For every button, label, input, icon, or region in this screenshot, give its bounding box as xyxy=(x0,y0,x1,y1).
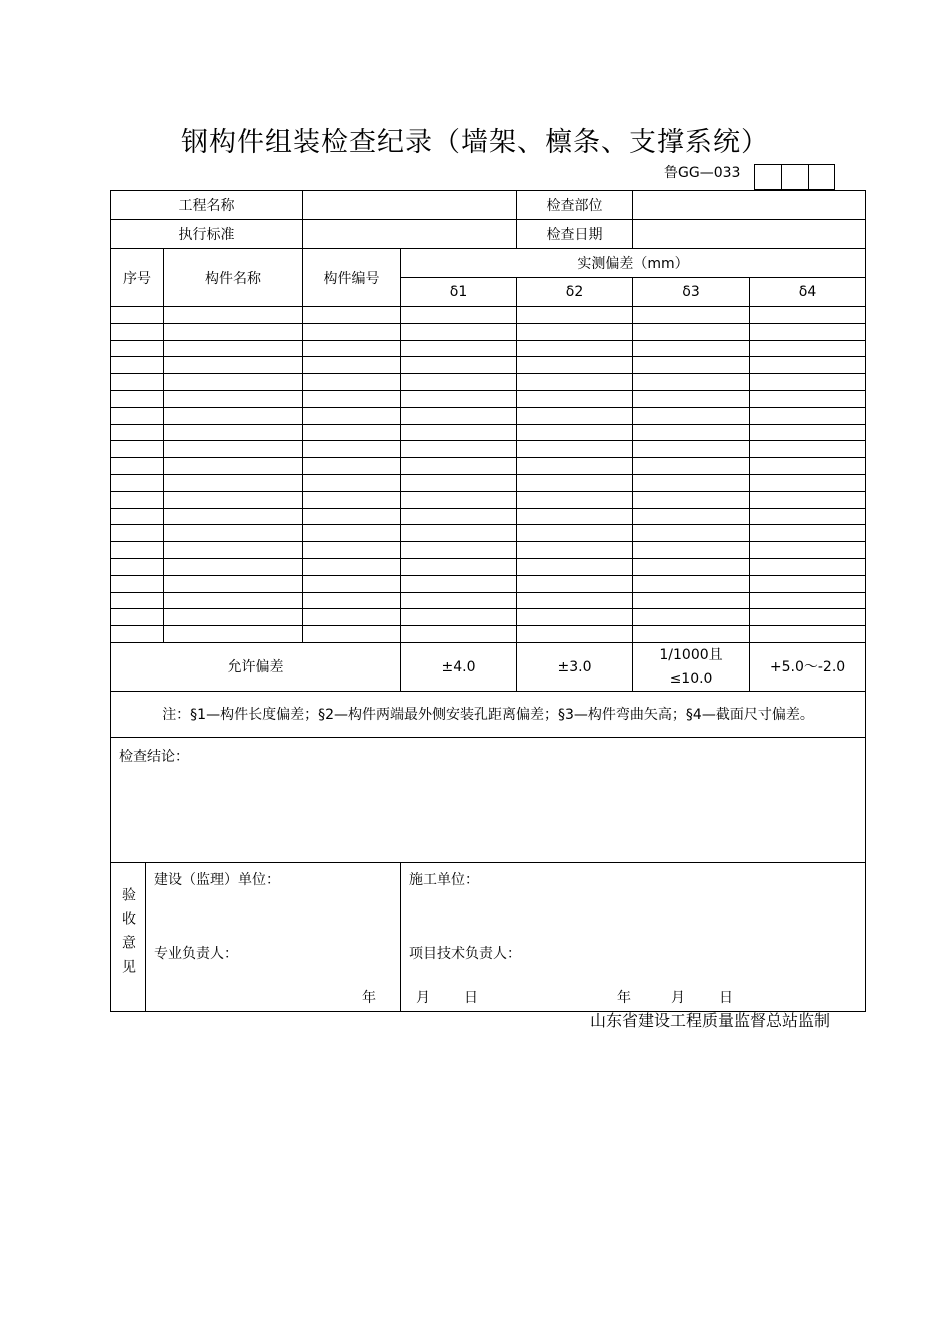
table-row xyxy=(111,458,866,475)
table-cell[interactable] xyxy=(633,609,750,626)
table-cell[interactable] xyxy=(750,458,866,475)
table-cell[interactable] xyxy=(401,374,517,391)
table-cell[interactable] xyxy=(401,390,517,407)
table-cell[interactable] xyxy=(633,374,750,391)
table-row xyxy=(111,424,866,441)
table-cell[interactable] xyxy=(401,525,517,542)
table-cell[interactable] xyxy=(517,307,633,324)
table-cell[interactable] xyxy=(633,357,750,374)
table-cell[interactable] xyxy=(401,542,517,559)
table-cell[interactable] xyxy=(164,491,303,508)
table-row xyxy=(111,558,866,575)
table-cell[interactable] xyxy=(750,407,866,424)
table-row xyxy=(111,474,866,491)
table-cell[interactable] xyxy=(303,407,401,424)
form-code: 鲁GG—033 xyxy=(664,165,741,181)
table-cell[interactable] xyxy=(303,558,401,575)
col-component-no: 构件编号 xyxy=(303,249,401,307)
table-cell[interactable] xyxy=(750,626,866,643)
table-cell[interactable] xyxy=(303,474,401,491)
table-cell[interactable] xyxy=(111,609,164,626)
table-cell[interactable] xyxy=(633,508,750,525)
table-cell[interactable] xyxy=(164,474,303,491)
table-cell[interactable] xyxy=(303,609,401,626)
project-name-field[interactable] xyxy=(303,191,517,220)
table-cell[interactable] xyxy=(303,357,401,374)
note-text: 注：§1—构件长度偏差；§2—构件两端最外侧安装孔距离偏差；§3—构件弯曲矢高；§4—截面尺寸偏差。 xyxy=(111,691,866,737)
table-cell[interactable] xyxy=(164,626,303,643)
table-cell[interactable] xyxy=(401,307,517,324)
table-cell[interactable] xyxy=(164,458,303,475)
table-row xyxy=(111,390,866,407)
table-cell[interactable] xyxy=(303,307,401,324)
table-cell[interactable] xyxy=(633,491,750,508)
table-cell[interactable] xyxy=(111,542,164,559)
table-cell[interactable] xyxy=(633,474,750,491)
table-cell[interactable] xyxy=(303,508,401,525)
table-cell[interactable] xyxy=(164,374,303,391)
table-cell[interactable] xyxy=(303,374,401,391)
standard-label: 执行标准 xyxy=(111,220,303,249)
table-cell[interactable] xyxy=(517,491,633,508)
tolerance-d3-line2: ≤10.0 xyxy=(669,670,713,687)
tolerance-d3 xyxy=(633,642,750,691)
table-cell[interactable] xyxy=(401,424,517,441)
table-cell[interactable] xyxy=(164,340,303,357)
acceptance-label-cell xyxy=(111,862,146,1011)
table-cell[interactable] xyxy=(401,323,517,340)
project-name-label: 工程名称 xyxy=(111,191,303,220)
code-boxes xyxy=(754,164,835,190)
table-cell[interactable] xyxy=(303,390,401,407)
form-title: 钢构件组装检查纪录（墙架、檩条、支撑系统） xyxy=(181,127,769,158)
table-cell[interactable] xyxy=(517,441,633,458)
table-cell[interactable] xyxy=(164,542,303,559)
table-row xyxy=(111,407,866,424)
table-cell[interactable] xyxy=(517,458,633,475)
table-cell[interactable] xyxy=(164,609,303,626)
table-cell[interactable] xyxy=(517,474,633,491)
table-cell[interactable] xyxy=(750,374,866,391)
day-label: 日 xyxy=(719,989,733,1006)
table-cell[interactable] xyxy=(111,575,164,592)
col-seq: 序号 xyxy=(111,249,164,307)
table-cell[interactable] xyxy=(517,323,633,340)
table-cell[interactable] xyxy=(303,542,401,559)
table-cell[interactable] xyxy=(401,609,517,626)
table-cell[interactable] xyxy=(164,508,303,525)
contractor-date xyxy=(617,987,733,1007)
footer-issuer: 山东省建设工程质量监督总站监制 xyxy=(590,1011,831,1030)
table-cell[interactable] xyxy=(633,323,750,340)
table-cell[interactable] xyxy=(164,390,303,407)
month-label: 月 xyxy=(416,989,430,1006)
table-cell[interactable] xyxy=(111,491,164,508)
table-cell[interactable] xyxy=(517,609,633,626)
table-cell[interactable] xyxy=(401,626,517,643)
table-cell[interactable] xyxy=(750,491,866,508)
table-cell[interactable] xyxy=(401,407,517,424)
table-cell[interactable] xyxy=(303,424,401,441)
table-cell[interactable] xyxy=(111,626,164,643)
table-cell[interactable] xyxy=(111,558,164,575)
table-cell[interactable] xyxy=(750,340,866,357)
table-cell[interactable] xyxy=(401,357,517,374)
table-cell[interactable] xyxy=(517,592,633,609)
table-cell[interactable] xyxy=(303,340,401,357)
table-cell[interactable] xyxy=(633,307,750,324)
table-cell[interactable] xyxy=(750,609,866,626)
col-component-name: 构件名称 xyxy=(164,249,303,307)
check-date-label: 检查日期 xyxy=(517,220,633,249)
table-cell[interactable] xyxy=(517,525,633,542)
table-cell[interactable] xyxy=(111,307,164,324)
standard-field[interactable] xyxy=(303,220,517,249)
col-d1: δ1 xyxy=(401,278,517,307)
table-cell[interactable] xyxy=(750,525,866,542)
table-cell[interactable] xyxy=(633,441,750,458)
table-row xyxy=(111,374,866,391)
month-label: 月 xyxy=(671,989,685,1006)
table-row xyxy=(111,340,866,357)
table-row xyxy=(111,609,866,626)
table-cell[interactable] xyxy=(303,458,401,475)
table-cell[interactable] xyxy=(303,626,401,643)
table-row xyxy=(111,323,866,340)
table-cell[interactable] xyxy=(111,407,164,424)
owner-person-label: 专业负责人： xyxy=(154,945,238,962)
table-cell[interactable] xyxy=(303,575,401,592)
table-cell[interactable] xyxy=(517,575,633,592)
table-cell[interactable] xyxy=(111,592,164,609)
table-cell[interactable] xyxy=(111,474,164,491)
table-cell[interactable] xyxy=(750,592,866,609)
table-cell[interactable] xyxy=(164,441,303,458)
table-cell[interactable] xyxy=(517,508,633,525)
inspection-table xyxy=(110,190,866,1012)
table-cell[interactable] xyxy=(164,323,303,340)
code-box[interactable] xyxy=(781,164,808,190)
table-row xyxy=(111,307,866,324)
table-cell[interactable] xyxy=(401,558,517,575)
table-cell[interactable] xyxy=(164,407,303,424)
table-cell[interactable] xyxy=(111,458,164,475)
table-cell[interactable] xyxy=(517,542,633,559)
table-cell[interactable] xyxy=(401,508,517,525)
table-cell[interactable] xyxy=(750,575,866,592)
code-box[interactable] xyxy=(808,164,835,190)
table-cell[interactable] xyxy=(401,458,517,475)
table-cell[interactable] xyxy=(517,558,633,575)
table-cell[interactable] xyxy=(517,374,633,391)
code-box[interactable] xyxy=(754,164,781,190)
table-cell[interactable] xyxy=(750,542,866,559)
contractor-person-label: 项目技术负责人： xyxy=(409,945,521,962)
table-cell[interactable] xyxy=(633,458,750,475)
table-cell[interactable] xyxy=(633,575,750,592)
table-row xyxy=(111,525,866,542)
tolerance-d2: ±3.0 xyxy=(517,642,633,691)
table-cell[interactable] xyxy=(633,424,750,441)
table-cell[interactable] xyxy=(401,592,517,609)
acceptance-label: 验收意见 xyxy=(120,886,136,983)
table-cell[interactable] xyxy=(164,424,303,441)
table-cell[interactable] xyxy=(164,525,303,542)
conclusion-cell[interactable] xyxy=(111,737,866,862)
table-cell[interactable] xyxy=(401,474,517,491)
table-cell[interactable] xyxy=(401,575,517,592)
table-cell[interactable] xyxy=(517,424,633,441)
tolerance-d1: ±4.0 xyxy=(401,642,517,691)
table-row xyxy=(111,357,866,374)
table-cell[interactable] xyxy=(303,491,401,508)
table-cell[interactable] xyxy=(633,542,750,559)
contractor-unit-label: 施工单位： xyxy=(409,871,479,888)
year-label: 年 xyxy=(617,989,631,1006)
table-row xyxy=(111,441,866,458)
table-row xyxy=(111,626,866,643)
table-cell[interactable] xyxy=(401,340,517,357)
table-cell[interactable] xyxy=(111,424,164,441)
table-cell[interactable] xyxy=(517,407,633,424)
table-cell[interactable] xyxy=(111,374,164,391)
tolerance-d4: +5.0～-2.0 xyxy=(750,642,866,691)
table-cell[interactable] xyxy=(111,441,164,458)
table-cell[interactable] xyxy=(750,390,866,407)
table-cell[interactable] xyxy=(517,340,633,357)
table-cell[interactable] xyxy=(401,491,517,508)
table-row xyxy=(111,542,866,559)
table-cell[interactable] xyxy=(111,508,164,525)
day-label: 日 xyxy=(464,989,478,1006)
table-cell[interactable] xyxy=(750,508,866,525)
table-cell[interactable] xyxy=(164,592,303,609)
check-date-field[interactable] xyxy=(633,220,866,249)
table-cell[interactable] xyxy=(111,390,164,407)
table-cell[interactable] xyxy=(750,307,866,324)
table-cell[interactable] xyxy=(164,307,303,324)
owner-unit-label: 建设（监理）单位： xyxy=(154,871,280,888)
check-location-field[interactable] xyxy=(633,191,866,220)
table-cell[interactable] xyxy=(303,323,401,340)
tolerance-label: 允许偏差 xyxy=(111,642,401,691)
table-cell[interactable] xyxy=(517,357,633,374)
col-d3: δ3 xyxy=(633,278,750,307)
table-cell[interactable] xyxy=(633,340,750,357)
table-cell[interactable] xyxy=(750,558,866,575)
table-cell[interactable] xyxy=(750,357,866,374)
table-cell[interactable] xyxy=(633,592,750,609)
col-measured-deviation: 实测偏差（mm） xyxy=(401,249,866,278)
table-cell[interactable] xyxy=(633,525,750,542)
table-cell[interactable] xyxy=(303,441,401,458)
table-cell[interactable] xyxy=(633,390,750,407)
table-cell[interactable] xyxy=(164,575,303,592)
table-cell[interactable] xyxy=(303,592,401,609)
table-cell[interactable] xyxy=(111,525,164,542)
tolerance-d3-line1: 1/1000且 xyxy=(659,646,723,663)
table-cell[interactable] xyxy=(750,474,866,491)
table-row xyxy=(111,592,866,609)
col-d2: δ2 xyxy=(517,278,633,307)
table-cell[interactable] xyxy=(164,357,303,374)
check-location-label: 检查部位 xyxy=(517,191,633,220)
table-cell[interactable] xyxy=(111,323,164,340)
table-cell[interactable] xyxy=(401,441,517,458)
table-cell[interactable] xyxy=(303,525,401,542)
table-row xyxy=(111,508,866,525)
table-cell[interactable] xyxy=(517,390,633,407)
table-cell[interactable] xyxy=(633,558,750,575)
table-row xyxy=(111,491,866,508)
conclusion-label: 检查结论： xyxy=(119,748,189,765)
table-row xyxy=(111,575,866,592)
table-cell[interactable] xyxy=(750,441,866,458)
contractor-opinion-cell[interactable] xyxy=(401,862,866,1011)
table-cell[interactable] xyxy=(633,626,750,643)
table-cell[interactable] xyxy=(633,407,750,424)
table-cell[interactable] xyxy=(750,424,866,441)
table-cell[interactable] xyxy=(517,626,633,643)
year-label: 年 xyxy=(362,989,376,1006)
table-cell[interactable] xyxy=(164,558,303,575)
col-d4: δ4 xyxy=(750,278,866,307)
table-cell[interactable] xyxy=(750,323,866,340)
table-cell[interactable] xyxy=(111,340,164,357)
table-cell[interactable] xyxy=(111,357,164,374)
